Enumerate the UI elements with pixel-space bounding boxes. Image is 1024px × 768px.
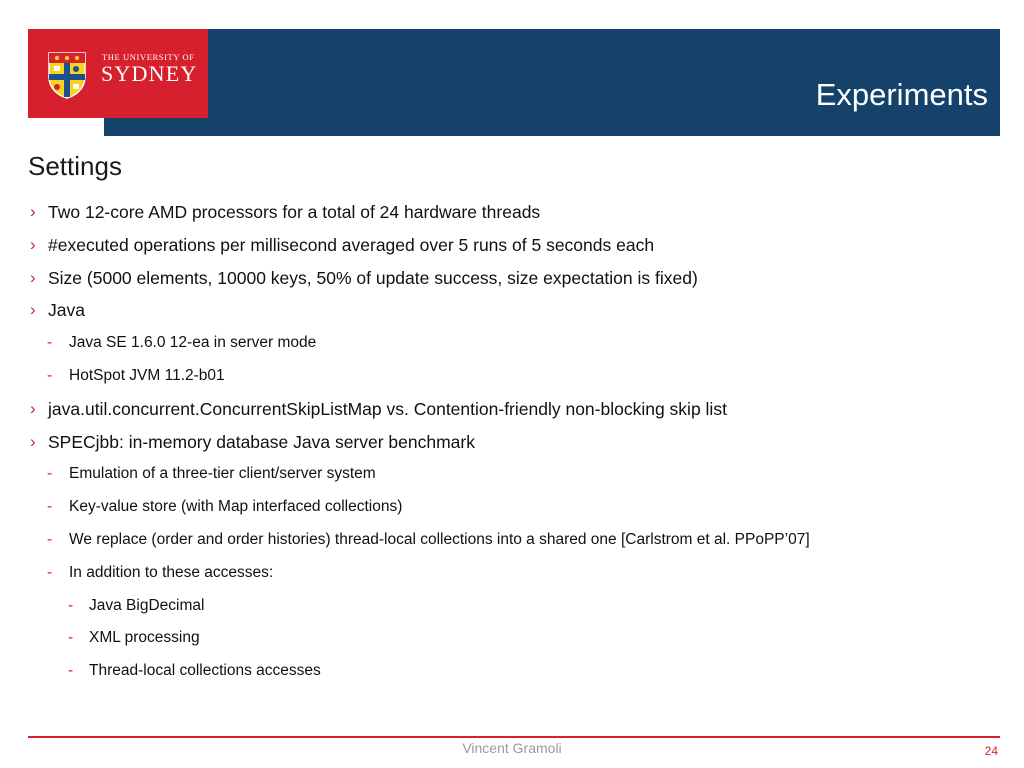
bullet-text: java.util.concurrent.ConcurrentSkipListMap vs. Contention-friendly non-blocking skip list (48, 398, 727, 419)
bullet-text: Java (48, 300, 85, 321)
bullet-text: Java SE 1.6.0 12-ea in server mode (69, 334, 317, 352)
bullet-item-level-2 (28, 364, 988, 397)
bullet-list (28, 200, 988, 692)
bullet-item-level-1 (28, 298, 988, 331)
dash-bullet-icon: - (68, 662, 74, 680)
footer-author: Vincent Gramoli (462, 740, 562, 756)
bullet-item-level-2 (28, 495, 988, 528)
bullet-text: Thread-local collections accesses (89, 662, 321, 680)
bullet-text: In addition to these accesses: (69, 563, 274, 581)
crest-icon (47, 51, 87, 99)
bullet-item-level-2 (28, 331, 988, 364)
chevron-bullet-icon: › (30, 267, 36, 287)
bullet-text: Size (5000 elements, 10000 keys, 50% of update success, size expectation is fixed) (48, 267, 698, 288)
bullet-text: We replace (order and order histories) thread-local collections into a shared one [Carlstrom et al. PPoPP’07] (69, 530, 810, 548)
dash-bullet-icon: - (68, 629, 74, 647)
bullet-item-level-3 (28, 626, 988, 659)
bullet-text: HotSpot JVM 11.2-b01 (69, 366, 225, 384)
bullet-item-level-3 (28, 594, 988, 627)
bullet-text: #executed operations per millisecond averaged over 5 runs of 5 seconds each (48, 234, 655, 255)
dash-bullet-icon: - (68, 596, 74, 614)
bullet-text: Emulation of a three-tier client/server system (69, 465, 376, 483)
bullet-text: Two 12-core AMD processors for a total of 24 hardware threads (48, 202, 541, 222)
bullet-item-level-2 (28, 561, 988, 594)
bullet-text: SPECjbb: in-memory database Java server benchmark (48, 431, 475, 452)
chevron-bullet-icon: › (30, 398, 36, 418)
bullet-item-level-2 (28, 528, 988, 561)
chevron-bullet-icon: › (30, 234, 36, 254)
section-heading: Settings (28, 151, 122, 181)
university-logo (28, 29, 208, 118)
bullet-text: XML processing (89, 629, 200, 647)
dash-bullet-icon: - (47, 366, 53, 384)
bullet-item-level-1 (28, 266, 988, 299)
bullet-item-level-3 (28, 659, 988, 692)
bullet-item-level-2 (28, 462, 988, 495)
slide-title: Experiments (815, 77, 988, 112)
logo-text-small: THE UNIVERSITY OF (102, 52, 195, 62)
dash-bullet-icon: - (47, 563, 53, 581)
dash-bullet-icon: - (47, 334, 53, 352)
bullet-item-level-1 (28, 397, 988, 430)
chevron-bullet-icon: › (30, 300, 36, 320)
dash-bullet-icon: - (47, 498, 53, 516)
footer-divider (28, 736, 1000, 738)
chevron-bullet-icon: › (30, 202, 36, 221)
bullet-item-level-1 (28, 430, 988, 463)
bullet-item-level-1 (28, 200, 988, 233)
dash-bullet-icon: - (47, 465, 53, 483)
dash-bullet-icon: - (47, 530, 53, 548)
bullet-item-level-1 (28, 233, 988, 266)
logo-text-big: SYDNEY (101, 61, 198, 86)
chevron-bullet-icon: › (30, 431, 36, 451)
bullet-text: Key-value store (with Map interfaced collections) (69, 498, 403, 516)
page-number: 24 (984, 744, 998, 758)
bullet-text: Java BigDecimal (89, 596, 205, 614)
